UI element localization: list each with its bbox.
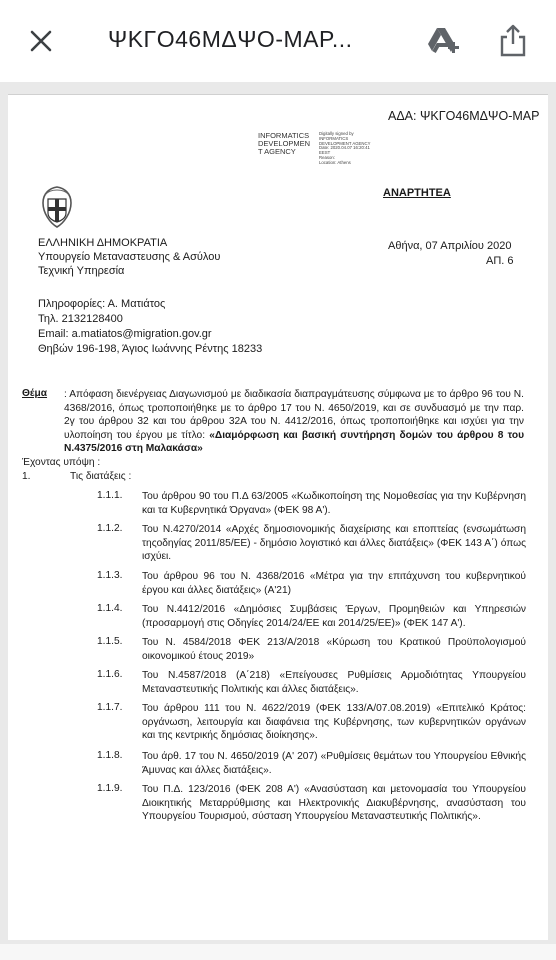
item-text: Του Ν.4270/2014 «Αρχές δημοσιονομικής διαχείρισης και εποπτείας (ενσωμάτωση τηςοδηγίας 2011/85/ΕΕ) - δημόσιο λογιστικό και άλλες διατάξεις» (ΦΕΚ 143 Α΄) όπως ισχύει. (142, 524, 526, 562)
document-title: ΨΚΓΟ46ΜΔΨΟ-ΜΑΡ... (108, 26, 353, 52)
contact-info: Πληροφορίες: Α. Ματιάτος (38, 298, 166, 310)
document-date: Αθήνα, 07 Απριλίου 2020 (388, 240, 512, 252)
signature-details: Digitally signed by INFORMATICS DEVELOPMENT AGENCY Date: 2020.04.07 16:20:41 EEST Reason: Location: Athens (319, 131, 371, 165)
item-number: 1.1.1. (97, 490, 123, 501)
item-text: Του Ν. 4584/2018 ΦΕΚ 213/Α/2018 «Κύρωση του Κρατικού Προϋπολογισμού οικονομικού έτους 2019» (142, 637, 526, 662)
having-regard: Έχοντας υπόψη : (22, 457, 101, 468)
item-text: Του άρθρου 111 του Ν. 4622/2019 (ΦΕΚ 133/Α/07.08.2019) «Επιτελικό Κράτος: οργάνωση, λειτουργία και διαφάνεια της Κυβέρνησης, των κυβερνητικών οργάνων και της κεντρικής δημόσιας διοίκησης». (142, 703, 526, 741)
item-number: 1.1.7. (97, 702, 123, 713)
item-number: 1.1.5. (97, 636, 123, 647)
section-number: 1. (22, 471, 31, 482)
share-icon[interactable] (498, 22, 528, 58)
subject-text (64, 388, 524, 456)
document-page (8, 94, 548, 940)
item-text: Του άρθρου 96 του Ν. 4368/2016 «Μέτρα για την επιτάχυνση του κυβερνητικού έργου και άλλες διατάξεις» (Α'21) (142, 571, 526, 596)
ada-code: ΑΔΑ: ΨΚΓΟ46ΜΔΨΟ-ΜΑΡ (388, 109, 540, 123)
item-number: 1.1.9. (97, 783, 123, 794)
item-text: Του Π.Δ. 123/2016 (ΦΕΚ 208 Α') «Ανασύσταση και μετονομασία του Υπουργείου Διοικητικής Μεταρρύθμισης και Ηλεκτρονικής Διακυβέρνησης, ανασύσταση του Υπουργείου Τουρισμού, σύσταση Υπουργείου Μεταναστευτικής Πολιτικής». (142, 784, 526, 822)
item-number: 1.1.6. (97, 669, 123, 680)
bottom-divider (0, 944, 556, 960)
greek-emblem-icon (38, 185, 76, 229)
close-icon[interactable] (26, 26, 56, 56)
signature-org: INFORMATICS DEVELOPMEN T AGENCY (258, 131, 311, 156)
org-name: ΕΛΛΗΝΙΚΗ ΔΗΜΟΚΡΑΤΙΑ (38, 237, 168, 249)
item-text: Του άρθρου 90 του Π.Δ 63/2005 «Κωδικοποίηση της Νομοθεσίας για την Κυβέρνηση και τα Κυβερνητικά Όργανα» (ΦΕΚ 98 Α'). (142, 491, 526, 516)
contact-phone: Τηλ. 2132128400 (38, 313, 123, 325)
item-number: 1.1.8. (97, 750, 123, 761)
subject-title: «Διαμόρφωση και βασική συντήρηση δομών του άρθρου 8 του Ν.4375/2016 στη Μαλακάσα» (64, 429, 525, 454)
subject-body: : Απόφαση διενέργειας Διαγωνισμού με διαδικασία διαπραγμάτευσης σύμφωνα με το άρθρο 96 του Ν. 4368/2016, όπως τροποποιήθηκε με το άρθρο 17 του Ν. 4650/2019, και σε συνδυασμό με την παρ. 2γ του άρθρου 32 και του άρθρου 32Α του Ν. 4412/2016, όπως τροποποιήθηκε και ισχύει για την υλοποίηση του έργου με τίτλο: (64, 389, 524, 441)
ministry-name: Υπουργείο Μεταναστευσης & Ασύλου (38, 251, 221, 263)
add-to-drive-icon[interactable] (426, 24, 460, 58)
protocol-number: ΑΠ. 6 (486, 255, 514, 267)
item-number: 1.1.4. (97, 603, 123, 614)
item-number: 1.1.2. (97, 523, 123, 534)
item-text: Του άρθ. 17 του Ν. 4650/2019 (Α' 207) «Ρυθμίσεις θεμάτων του Υπουργείου Εθνικής Άμυνας και άλλες διατάξεις». (142, 751, 526, 776)
department-name: Τεχνική Υπηρεσία (38, 265, 125, 277)
item-text: Του Ν.4587/2018 (Α΄218) «Επείγουσες Ρυθμίσεις Αρμοδιότητας Υπουργείου Μεταναστευτικής Πολιτικής και άλλες διατάξεις». (142, 670, 526, 695)
contact-email: Email: a.matiatos@migration.gov.gr (38, 328, 212, 340)
item-text: Του Ν.4412/2016 «Δημόσιες Συμβάσεις Έργων, Προμηθειών και Υπηρεσιών (προσαρμογή στις Οδηγίες 2014/24/ΕΕ και 2014/25/ΕΕ)» (ΦΕΚ 147 Α'). (142, 604, 526, 629)
document-viewer[interactable] (0, 82, 556, 960)
contact-address: Θηβών 196-198, Άγιος Ιωάννης Ρέντης 18233 (38, 343, 263, 355)
app-bar (0, 0, 556, 82)
posting-label: ΑΝΑΡΤΗΤΕΑ (383, 187, 451, 199)
subject-label: Θέμα (22, 388, 48, 399)
section-title: Τις διατάξεις : (70, 471, 132, 482)
item-number: 1.1.3. (97, 570, 123, 581)
